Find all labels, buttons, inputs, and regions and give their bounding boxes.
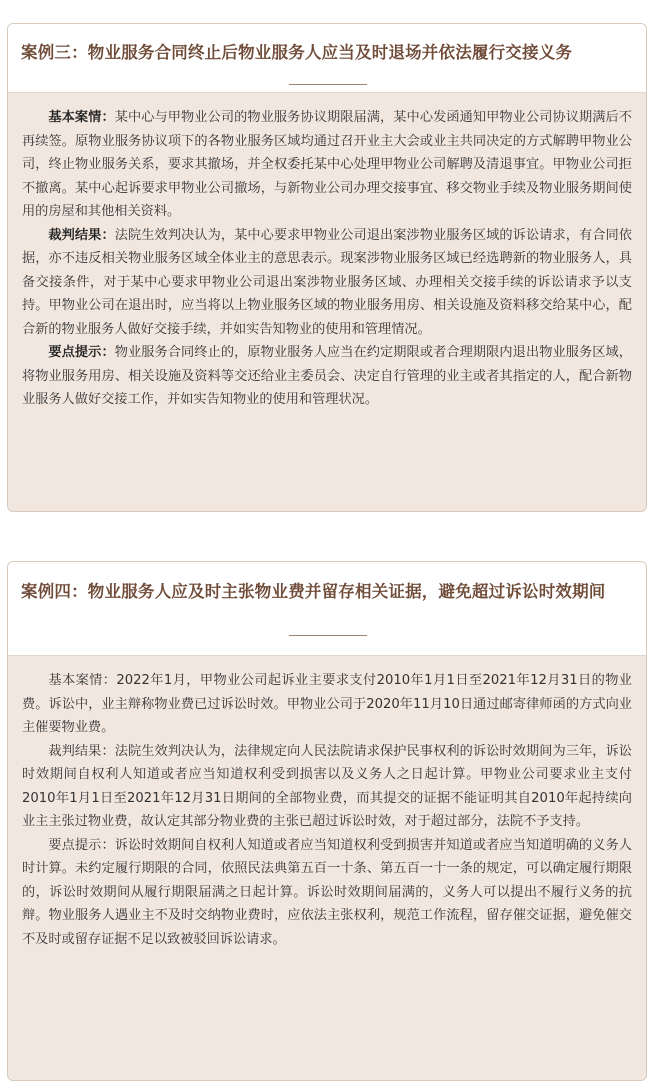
section-label: 基本案情： <box>48 673 117 688</box>
section-text: 物业服务合同终止的，原物业服务人应当在约定期限或者合理期限内退出物业服务区域，将物业服务用房、相关设施及资料等交还给业主委员会、决定自行管理的业主或者其指定的人，配合新物业服务人做好交接工作，并如实告知物业的使用和管理状况。 <box>22 345 632 407</box>
section-text: 法院生效判决认为，法律规定向人民法院请求保护民事权利的诉讼时效期间为三年，诉讼时效期间自权利人知道或者应当知道权利受到损害以及义务人之日起计算。甲物业公司要求业主支付2010年1月1日至2021年12月31日期间的全部物业费，而其提交的证据不能证明其自2010年起持续向业主主张过物业费，故认定其部分物业费的主张已超过诉讼时效，对于超过部分，法院不予支持。 <box>22 743 632 829</box>
section-label: 要点提示： <box>48 837 115 853</box>
section-label: 要点提示： <box>48 345 115 360</box>
case-4-header <box>8 562 646 656</box>
case-4-judgment <box>22 740 632 834</box>
section-text: 2022年1月，甲物业公司起诉业主要求支付2010年1月1日至2021年12月31日的物业费。诉讼中，业主辩称物业费已过诉讼时效。甲物业公司于2020年11月10日通过邮寄律师函的方式向业主催要物业费。 <box>22 673 632 735</box>
case-4-title: 案例四：物业服务人应及时主张物业费并留存相关证据，避免超过诉讼时效期间 <box>21 582 606 601</box>
case-3-judgment <box>22 224 632 342</box>
case-4-body <box>8 656 646 951</box>
section-text: 某中心与甲物业公司的物业服务协议期限届满，某中心发函通知甲物业公司协议期满后不再续签。原物业服务协议项下的各物业服务区域均通过召开业主大会或业主共同决定的方式解聘甲物业公司，终止物业服务关系，要求其撤场，并全权委托某中心处理甲物业公司解聘及清退事宜。甲物业公司拒不撤离。某中心起诉要求甲物业公司撤场，与新物业公司办理交接事宜、移交物业手续及物业服务期间使用的房屋和其他相关资料。 <box>22 110 632 219</box>
case-4-key-points <box>22 834 632 952</box>
section-label: 基本案情： <box>48 110 115 125</box>
case-3-header <box>8 24 646 93</box>
case-3-card <box>7 23 647 512</box>
case-4-card <box>7 561 647 1081</box>
case-3-basic-facts <box>22 106 632 224</box>
case-3-title: 案例三：物业服务合同终止后物业服务人应当及时退场并依法履行交接义务 <box>21 43 573 62</box>
section-label: 裁判结果： <box>48 743 115 759</box>
case-3-key-points <box>22 341 632 412</box>
title-divider <box>289 635 367 636</box>
section-text: 诉讼时效期间自权利人知道或者应当知道权利受到损害并知道或者应当知道明确的义务人时计算。未约定履行期限的合同，依照民法典第五百一十条、第五百一十一条的规定，可以确定履行期限的，诉讼时效期间从履行期限届满之日起计算。诉讼时效期间届满的，义务人可以提出不履行义务的抗辩。物业服务人遇业主不及时交纳物业费时，应依法主张权利，规范工作流程，留存催交证据，避免催交不及时或留存证据不足以致被驳回诉讼请求。 <box>22 837 632 947</box>
title-divider <box>289 84 367 85</box>
case-3-body <box>8 93 646 412</box>
section-label: 裁判结果： <box>48 227 115 243</box>
section-text: 法院生效判决认为，某中心要求甲物业公司退出案涉物业服务区域的诉讼请求，有合同依据，亦不违反相关物业服务区域全体业主的意思表示。现案涉物业服务区域已经选聘新的物业服务人，具备交接条件，对于某中心要求甲物业公司退出案涉物业服务区域、办理相关交接手续的诉讼请求予以支持。甲物业公司在退出时，应当将以上物业服务区域的物业服务用房、相关设施及资料移交给某中心，配合新的物业服务人做好交接手续，并如实告知物业的使用和管理情况。 <box>22 227 632 337</box>
case-4-basic-facts <box>22 669 632 740</box>
